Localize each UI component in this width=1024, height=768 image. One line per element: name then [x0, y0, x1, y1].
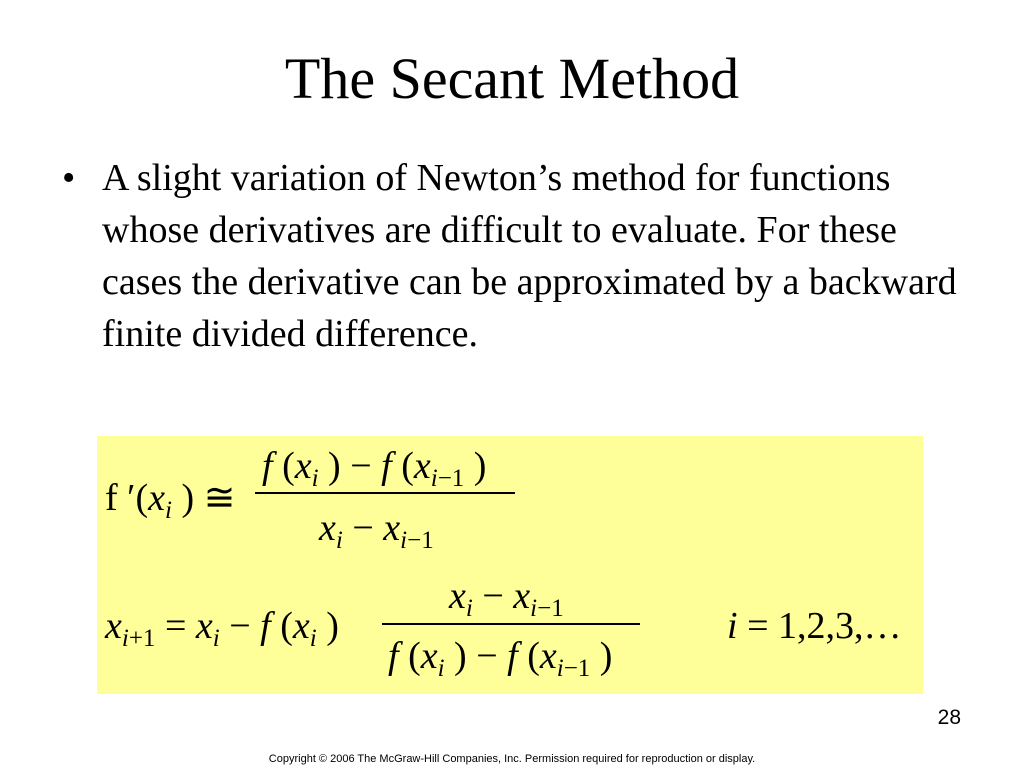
- svg-text:xi − xi−1: $x_i - x_i-1$: [319, 507, 434, 554]
- svg-text:f (xi ) − f (xi−1 ): f ($x_i$ ) − f ($x_i-1$ ): [388, 635, 613, 682]
- svg-text:xi − xi−1: $x_i - x_i-1$: [449, 575, 564, 622]
- derivative-formula: [105, 445, 515, 554]
- svg-text:xi+1 = xi − f (xi ): $x_i+1 = x_i - f$ ($x_i$ ): [105, 605, 339, 652]
- svg-text:f ′(xi ) ≅: f $'(x_i$ ) ≅: [105, 477, 236, 524]
- slide-title: The Secant Method: [284, 46, 740, 111]
- copyright-notice: Copyright © 2006 The McGraw-Hill Companies, Inc. Permission required for reproduction or display.: [268, 753, 756, 765]
- slide-number: 28: [937, 706, 961, 729]
- svg-text:f (xi ) − f (xi−1 ): f ($x_i$ ) − f ($x_i-1$ ): [262, 445, 487, 492]
- bullet-marker: •: [62, 157, 76, 199]
- bullet-text: A slight variation of Newton’s method for functions whose derivatives are difficult to evaluate. For these cases the derivative can be approximated by a backward finite divided difference.: [102, 157, 957, 355]
- formula-box: [97, 436, 923, 694]
- svg-text:i = 1,2,3,…: i = 1,2,3,…: [727, 605, 902, 647]
- iteration-formula: [104, 575, 902, 682]
- formula-svg: [97, 436, 923, 694]
